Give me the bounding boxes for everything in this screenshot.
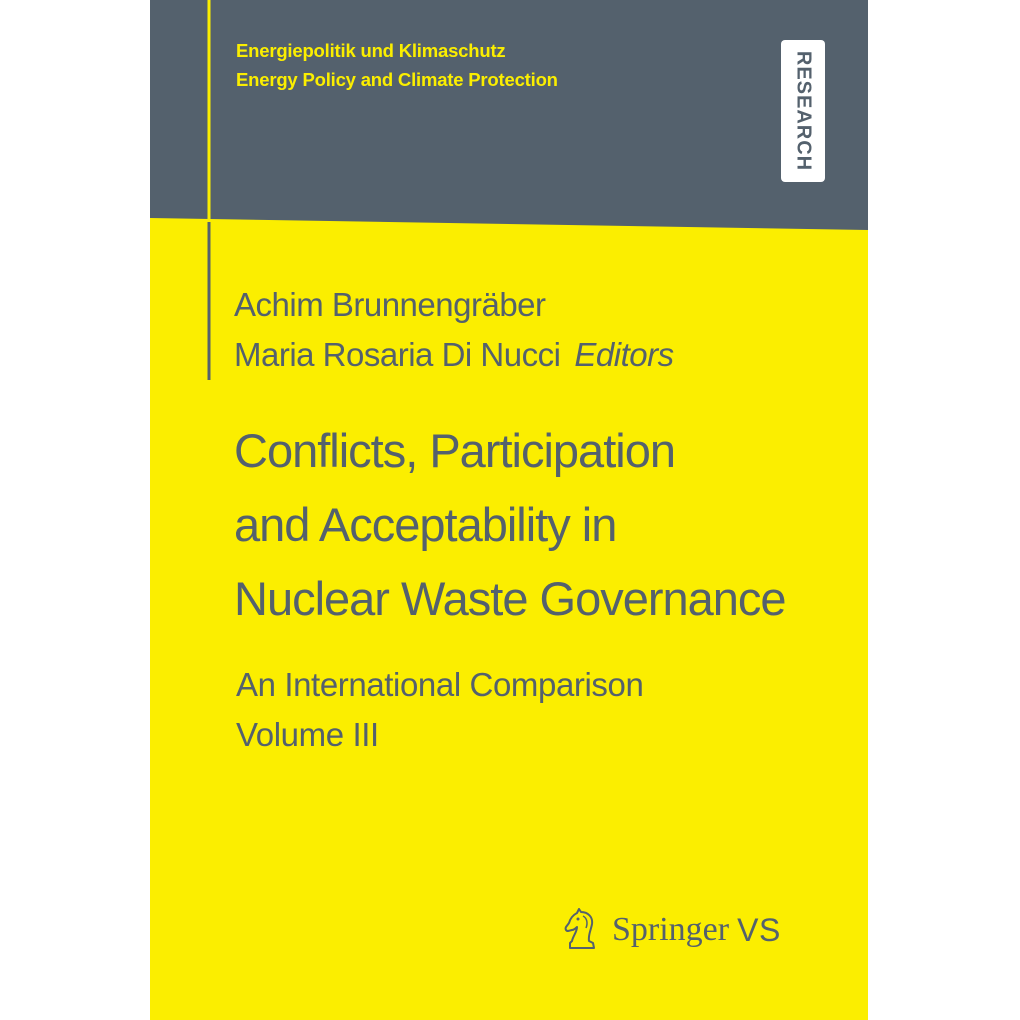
series-title-english: Energy Policy and Climate Protection <box>236 69 558 90</box>
editor-line-2 <box>234 330 674 380</box>
book-title <box>234 414 854 636</box>
book-title-line-1: Conflicts, Participation <box>234 424 675 477</box>
series-title-german: Energiepolitik und Klimaschutz <box>236 40 506 61</box>
chess-knight-icon <box>562 908 602 952</box>
header-band <box>150 0 868 230</box>
publisher-name: Springer <box>612 911 730 948</box>
editor-name-2: Maria Rosaria Di Nucci <box>234 336 561 373</box>
book-title-line-3: Nuclear Waste Governance <box>234 572 786 625</box>
series-title <box>236 36 558 94</box>
book-subtitle-line-1: An International Comparison <box>236 666 644 703</box>
book-cover <box>150 0 868 1020</box>
editor-name-1: Achim Brunnengräber <box>234 286 546 323</box>
research-badge-label: RESEARCH <box>792 50 815 172</box>
publisher-imprint: VS <box>737 911 781 948</box>
book-volume: Volume III <box>236 716 379 753</box>
research-badge <box>781 40 825 182</box>
editors-role-label: Editors <box>574 336 674 373</box>
editors-block <box>234 280 674 380</box>
book-subtitle <box>236 660 643 760</box>
publisher-logo <box>562 900 781 960</box>
book-title-line-2: and Acceptability in <box>234 498 617 551</box>
